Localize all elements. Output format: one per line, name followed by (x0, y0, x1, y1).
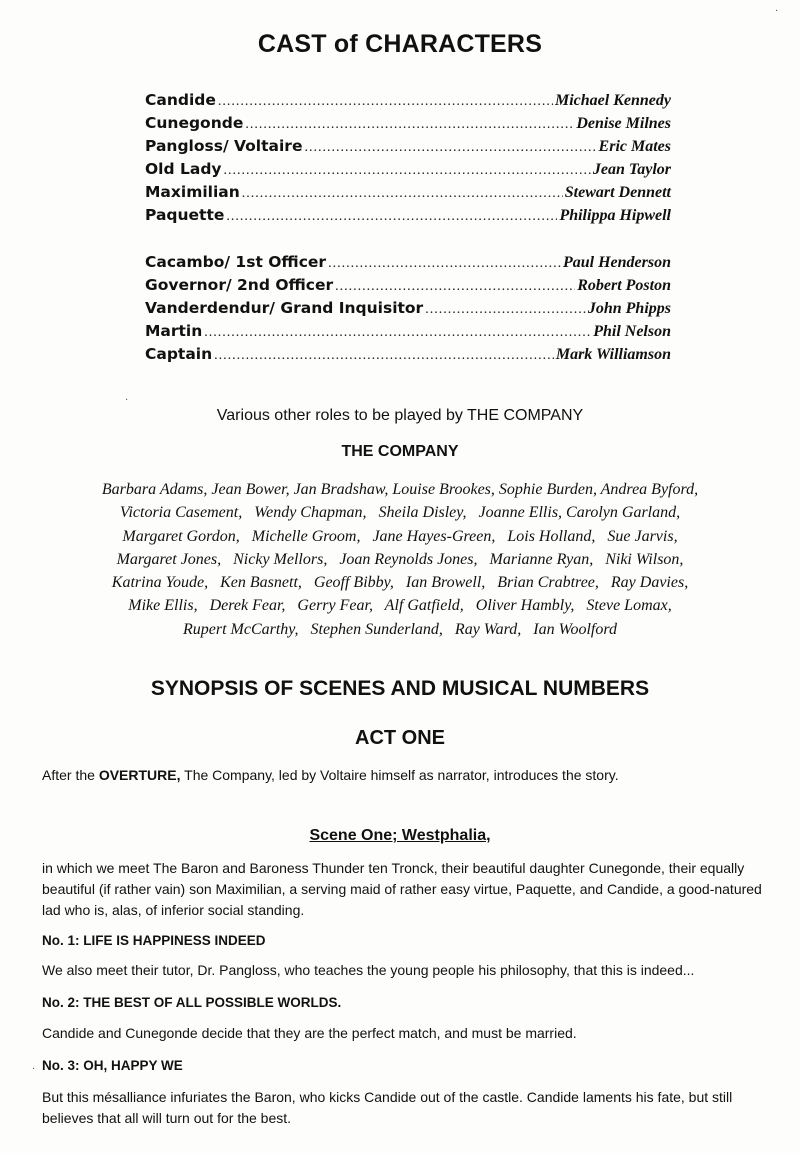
role-name: Cunegonde (145, 114, 244, 132)
scene-title: Scene One; Westphalia, (309, 827, 491, 844)
role-name: Captain (145, 345, 213, 363)
cast-row (145, 322, 671, 345)
leader-dots (218, 94, 553, 110)
scene-paragraph-3: But this mésalliance infuriates the Baron, who kicks Candide out of the castle. Candide laments his fate, but still believes that all will turn out for the best. (42, 1089, 733, 1126)
actor-name: Stewart Dennett (564, 184, 671, 201)
role-name: Pangloss/ Voltaire (145, 137, 303, 155)
cast-row (145, 276, 671, 299)
musical-number-2: No. 2: THE BEST OF ALL POSSIBLE WORLDS. (42, 995, 342, 1010)
company-heading: THE COMPANY (341, 443, 459, 460)
cast-row (145, 299, 671, 322)
scene-description: in which we meet The Baron and Baroness Thunder ten Tronck, their beautiful daughter Cunegonde, their equally beautiful (if rather vain) son Maximilian, a serving maid of rather easy virtue, Paquette, and Candide, a good-natured lad who is, alas, of inferior social standing. (42, 860, 762, 918)
leader-dots (335, 279, 575, 295)
page-title: CAST of CHARACTERS (257, 30, 543, 58)
scan-speck: · (775, 6, 779, 17)
scan-speck: · (125, 395, 129, 406)
actor-name: Michael Kennedy (555, 92, 671, 109)
actor-name: Robert Poston (577, 277, 671, 294)
actor-name: Paul Henderson (562, 254, 671, 271)
leader-dots (328, 256, 561, 272)
cast-list-secondary (145, 253, 671, 368)
company-line: Mike Ellis, Derek Fear, Gerry Fear, Alf Gatfield, Oliver Hambly, Steve Lomax, (128, 597, 672, 615)
leader-dots (245, 117, 574, 133)
cast-row (145, 253, 671, 276)
actor-name: Philippa Hipwell (559, 207, 671, 224)
scene-paragraph-1: We also meet their tutor, Dr. Pangloss, who teaches the young people his philosophy, that this is indeed... (42, 962, 695, 978)
actor-name: Mark Williamson (555, 346, 671, 363)
company-line: Margaret Jones, Nicky Mellors, Joan Reynolds Jones, Marianne Ryan, Niki Wilson, (116, 550, 684, 568)
intro-text-pre: After the (42, 767, 99, 783)
cast-row (145, 206, 671, 229)
role-name: Paquette (145, 206, 225, 224)
role-name: Maximilian (145, 183, 240, 201)
overture-intro (42, 765, 772, 786)
cast-row (145, 91, 671, 114)
cast-row (145, 114, 671, 137)
role-name: Candide (145, 91, 216, 109)
various-roles-note: Various other roles to be played by THE COMPANY (216, 407, 584, 424)
role-name: Cacambo/ 1st Officer (145, 253, 327, 271)
role-name: Old Lady (145, 160, 222, 178)
musical-number-3: No. 3: OH, HAPPY WE (42, 1058, 183, 1073)
company-line: Katrina Youde, Ken Basnett, Geoff Bibby, Ian Browell, Brian Crabtree, Ray Davies, (111, 574, 689, 592)
cast-row (145, 160, 671, 183)
leader-dots (242, 186, 563, 202)
role-name: Governor/ 2nd Officer (145, 276, 334, 294)
scan-speck: · (32, 1064, 36, 1075)
overture-label: OVERTURE, (98, 767, 181, 783)
act-heading: ACT ONE (355, 727, 445, 749)
actor-name: Jean Taylor (592, 161, 671, 178)
leader-dots (214, 348, 554, 364)
intro-text-post: The Company, led by Voltaire himself as narrator, introduces the story. (180, 767, 619, 783)
scene-paragraph-2: Candide and Cunegonde decide that they are the perfect match, and must be married. (42, 1025, 577, 1041)
cast-row (145, 137, 671, 160)
cast-row (145, 345, 671, 368)
leader-dots (226, 209, 557, 225)
leader-dots (304, 140, 596, 156)
leader-dots (224, 163, 591, 179)
role-name: Vanderdendur/ Grand Inquisitor (145, 299, 424, 317)
musical-number-1: No. 1: LIFE IS HAPPINESS INDEED (42, 933, 266, 948)
cast-list-principal (145, 91, 671, 229)
actor-name: John Phipps (587, 300, 671, 317)
leader-dots (204, 325, 591, 341)
actor-name: Eric Mates (598, 138, 671, 155)
company-line: Rupert McCarthy, Stephen Sunderland, Ray Ward, Ian Woolford (182, 620, 618, 638)
role-name: Martin (145, 322, 203, 340)
synopsis-heading: SYNOPSIS OF SCENES AND MUSICAL NUMBERS (150, 677, 650, 700)
actor-name: Denise Milnes (576, 115, 671, 132)
actor-name: Phil Nelson (593, 323, 671, 340)
company-line: Margaret Gordon, Michelle Groom, Jane Hayes-Green, Lois Holland, Sue Jarvis, (122, 527, 678, 545)
leader-dots (425, 302, 586, 318)
company-member-list (0, 478, 800, 641)
cast-row (145, 183, 671, 206)
company-line: Victoria Casement, Wendy Chapman, Sheila Disley, Joanne Ellis, Carolyn Garland, (119, 504, 681, 522)
company-line: Barbara Adams, Jean Bower, Jan Bradshaw, Louise Brookes, Sophie Burden, Andrea Byford, (101, 481, 699, 498)
